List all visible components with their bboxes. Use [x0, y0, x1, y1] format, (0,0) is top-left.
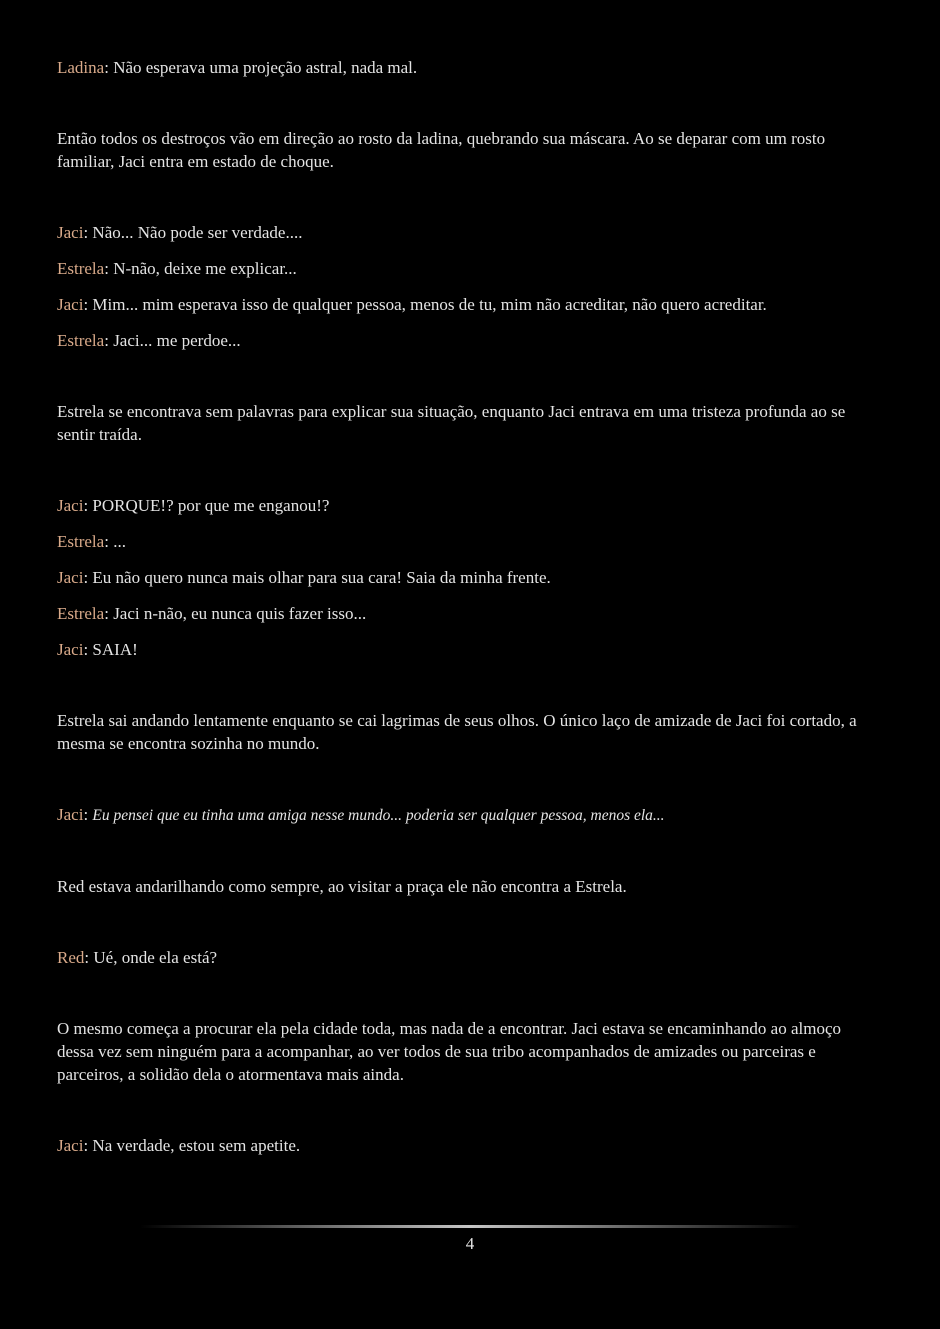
dialogue-line: Ladina: Não esperava uma projeção astral, nada mal. — [57, 58, 418, 77]
line-text: PORQUE!? por que me enganou!? — [92, 496, 330, 515]
narration-paragraph — [57, 127, 877, 173]
line-text: Não... Não pode ser verdade.... — [92, 223, 303, 242]
speaker-name: Jaci — [57, 223, 84, 242]
line-text: Então todos os destroços vão em direção ao rosto da ladina, quebrando sua máscara. Ao se deparar com um rosto familiar, Jaci entra em estado de choque. — [57, 129, 826, 171]
dialogue-line: Estrela: N-não, deixe me explicar... — [57, 259, 297, 278]
speaker-name: Estrela — [57, 604, 105, 623]
speaker-name: Jaci — [57, 1136, 84, 1155]
line-text: Não esperava uma projeção astral, nada mal. — [113, 58, 418, 77]
dialogue-line: Jaci: Não... Não pode ser verdade.... — [57, 223, 303, 242]
dialogue-line: Jaci: PORQUE!? por que me enganou!? — [57, 496, 330, 515]
line-text: Estrela sai andando lentamente enquanto se cai lagrimas de seus olhos. O único laço de amizade de Jaci foi cortado, a mesma se encontra sozinha no mundo. — [57, 711, 857, 753]
line-text: Jaci... me perdoe... — [113, 331, 241, 350]
dialogue-line: Estrela: ... — [57, 532, 126, 551]
speaker-name: Jaci — [57, 295, 84, 314]
speaker-name: Estrela — [57, 331, 105, 350]
line-text: SAIA! — [92, 640, 138, 659]
line-text: Estrela se encontrava sem palavras para explicar sua situação, enquanto Jaci entrava em uma tristeza profunda ao se sentir traída. — [57, 402, 846, 444]
dialogue-line: Estrela: Jaci... me perdoe... — [57, 331, 241, 350]
speaker-name: Jaci — [57, 805, 84, 824]
dialogue-line: Jaci: Eu não quero nunca mais olhar para sua cara! Saia da minha frente. — [57, 568, 551, 587]
line-text: Eu pensei que eu tinha uma amiga nesse mundo... poderia ser qualquer pessoa, menos ela... — [92, 807, 665, 824]
speaker-name: Jaci — [57, 568, 84, 587]
line-text: Red estava andarilhando como sempre, ao visitar a praça ele não encontra a Estrela. — [57, 877, 627, 896]
dialogue-line: Jaci: SAIA! — [57, 640, 138, 659]
line-text: Ué, onde ela está? — [93, 948, 218, 967]
speaker-name: Ladina — [57, 58, 105, 77]
speaker-name: Estrela — [57, 532, 105, 551]
page-number: 4 — [465, 1234, 475, 1253]
dialogue-line: Estrela: Jaci n-não, eu nunca quis fazer isso... — [57, 604, 367, 623]
narration-paragraph — [57, 1017, 877, 1086]
line-text: O mesmo começa a procurar ela pela cidade toda, mas nada de a encontrar. Jaci estava se encaminhando ao almoço dessa vez sem ninguém para a acompanhar, ao ver todos de sua tribo acompanhados de amizades ou parceiras e parceiros, a solidão dela o atormentava mais ainda. — [57, 1019, 842, 1084]
speaker-name: Jaci — [57, 640, 84, 659]
narration-paragraph — [57, 875, 877, 898]
speaker-name: Red — [57, 948, 85, 967]
document-body — [57, 56, 877, 1157]
dialogue-line: Jaci: Mim... mim esperava isso de qualquer pessoa, menos de tu, mim não acreditar, não quero acreditar. — [57, 295, 767, 314]
dialogue-line: Jaci: Na verdade, estou sem apetite. — [57, 1136, 301, 1155]
line-text: N-não, deixe me explicar... — [113, 259, 297, 278]
dialogue-line: Red: Ué, onde ela está? — [57, 948, 218, 967]
dialogue-line: Jaci: Eu pensei que eu tinha uma amiga nesse mundo... poderia ser qualquer pessoa, menos ela... — [57, 805, 665, 824]
speaker-name: Estrela — [57, 259, 105, 278]
line-text: Na verdade, estou sem apetite. — [92, 1136, 301, 1155]
footer-divider — [140, 1225, 800, 1228]
line-text: Mim... mim esperava isso de qualquer pessoa, menos de tu, mim não acreditar, não quero acreditar. — [92, 295, 767, 314]
speaker-name: Jaci — [57, 496, 84, 515]
narration-paragraph — [57, 709, 877, 755]
line-text: Jaci n-não, eu nunca quis fazer isso... — [113, 604, 367, 623]
line-text: ... — [113, 532, 126, 551]
line-text: Eu não quero nunca mais olhar para sua cara! Saia da minha frente. — [92, 568, 551, 587]
narration-paragraph — [57, 400, 877, 446]
